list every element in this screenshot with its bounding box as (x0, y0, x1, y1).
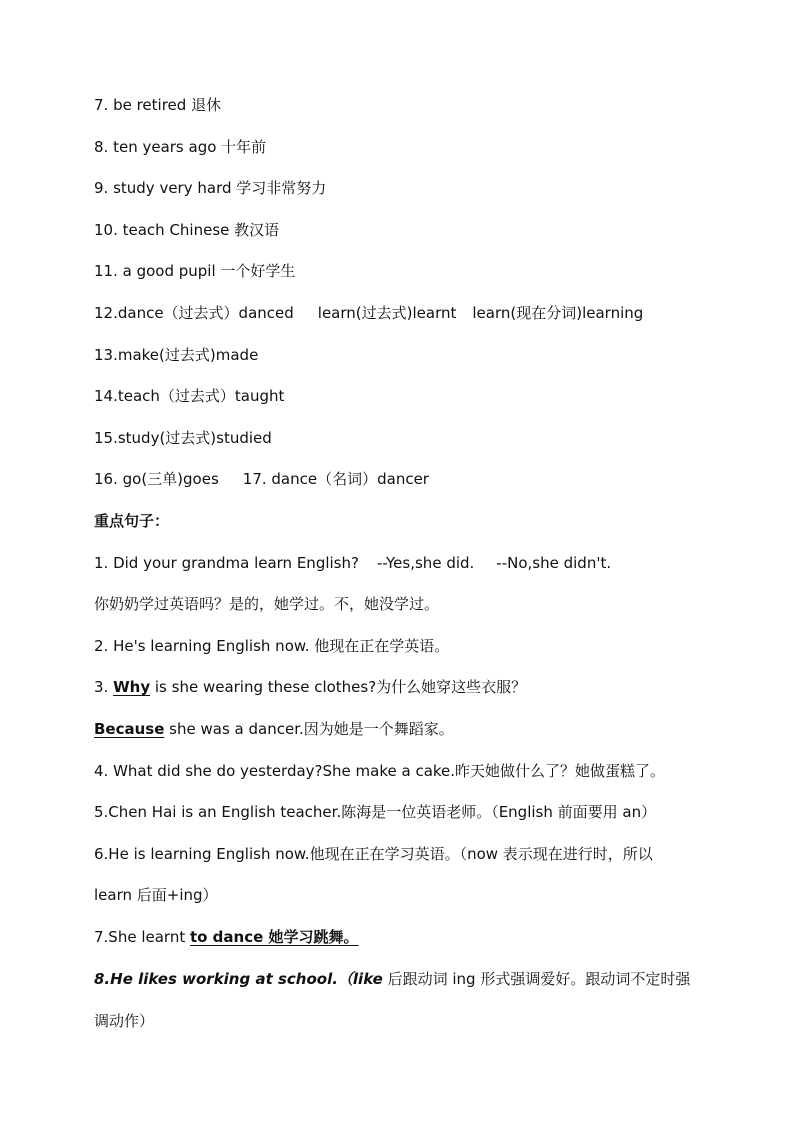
sentence-3-answer-rest: she was a dancer.因为她是一个舞蹈家。 (164, 720, 454, 738)
sentence-3-answer (94, 718, 734, 740)
vocab-12-learn-past: learn(过去式)learnt (317, 304, 457, 322)
sentence-1-translation: 你奶奶学过英语吗？是的，她学过。不，她没学过。 (94, 595, 440, 613)
vocab-12-dance: 12.dance（过去式）danced (94, 304, 294, 322)
vocab-item-8: 8. ten years ago 十年前 (94, 138, 267, 156)
sentence-3-because: Because (94, 720, 165, 738)
sentence-3-rest: is she wearing these clothes?为什么她穿这些衣服？ (150, 678, 527, 696)
sentence-7-emphasis: to dance 她学习跳舞。 (189, 928, 359, 946)
vocab-item-13: 13.make(过去式)made (94, 346, 259, 364)
vocab-item-12 (94, 302, 734, 324)
sentence-1-yes: --Yes,she did. (376, 554, 475, 572)
sentence-3-why: Why (113, 678, 151, 696)
sentence-4: 4. What did she do yesterday?She make a cake.昨天她做什么了？她做蛋糕了。 (94, 762, 666, 780)
sentence-8-emphasis: 8.He likes working at school.（like (94, 970, 383, 988)
vocab-item-15: 15.study(过去式)studied (94, 429, 272, 447)
sentence-1 (94, 552, 734, 574)
sentence-6-continued: learn 后面+ing） (94, 886, 218, 904)
sentence-8-rest: 后跟动词 ing 形式强调爱好。跟动词不定时强 (382, 970, 691, 988)
vocab-item-14: 14.teach（过去式）taught (94, 387, 285, 405)
vocab-item-16-17 (94, 468, 734, 490)
sentence-3-number: 3. (94, 678, 114, 696)
vocab-item-9: 9. study very hard 学习非常努力 (94, 179, 327, 197)
vocab-item-11: 11. a good pupil 一个好学生 (94, 262, 296, 280)
sentence-3 (94, 676, 734, 698)
sentence-2: 2. He's learning English now. 他现在正在学英语。 (94, 637, 450, 655)
sentence-8-continued: 调动作） (94, 1012, 155, 1030)
sentence-5: 5.Chen Hai is an English teacher.陈海是一位英语老师。（English 前面要用 an） (94, 803, 657, 821)
sentence-8 (94, 968, 734, 990)
vocab-12-learn-ing: learn(现在分词)learning (472, 304, 644, 322)
sentence-7-start: 7.She learnt (94, 928, 190, 946)
sentence-6: 6.He is learning English now.他现在正在学习英语。（now 表示现在进行时，所以 (94, 845, 653, 863)
sentence-1-no: --No,she didn't. (496, 554, 612, 572)
vocab-item-10: 10. teach Chinese 教汉语 (94, 221, 280, 239)
vocab-16-go: 16. go(三单)goes (94, 470, 219, 488)
vocab-item-7: 7. be retired 退休 (94, 96, 222, 114)
section-title: 重点句子： (94, 512, 170, 530)
vocab-17-dancer: 17. dance（名词）dancer (242, 470, 429, 488)
sentence-1-question: 1. Did your grandma learn English? (94, 554, 359, 572)
sentence-7 (94, 926, 734, 948)
